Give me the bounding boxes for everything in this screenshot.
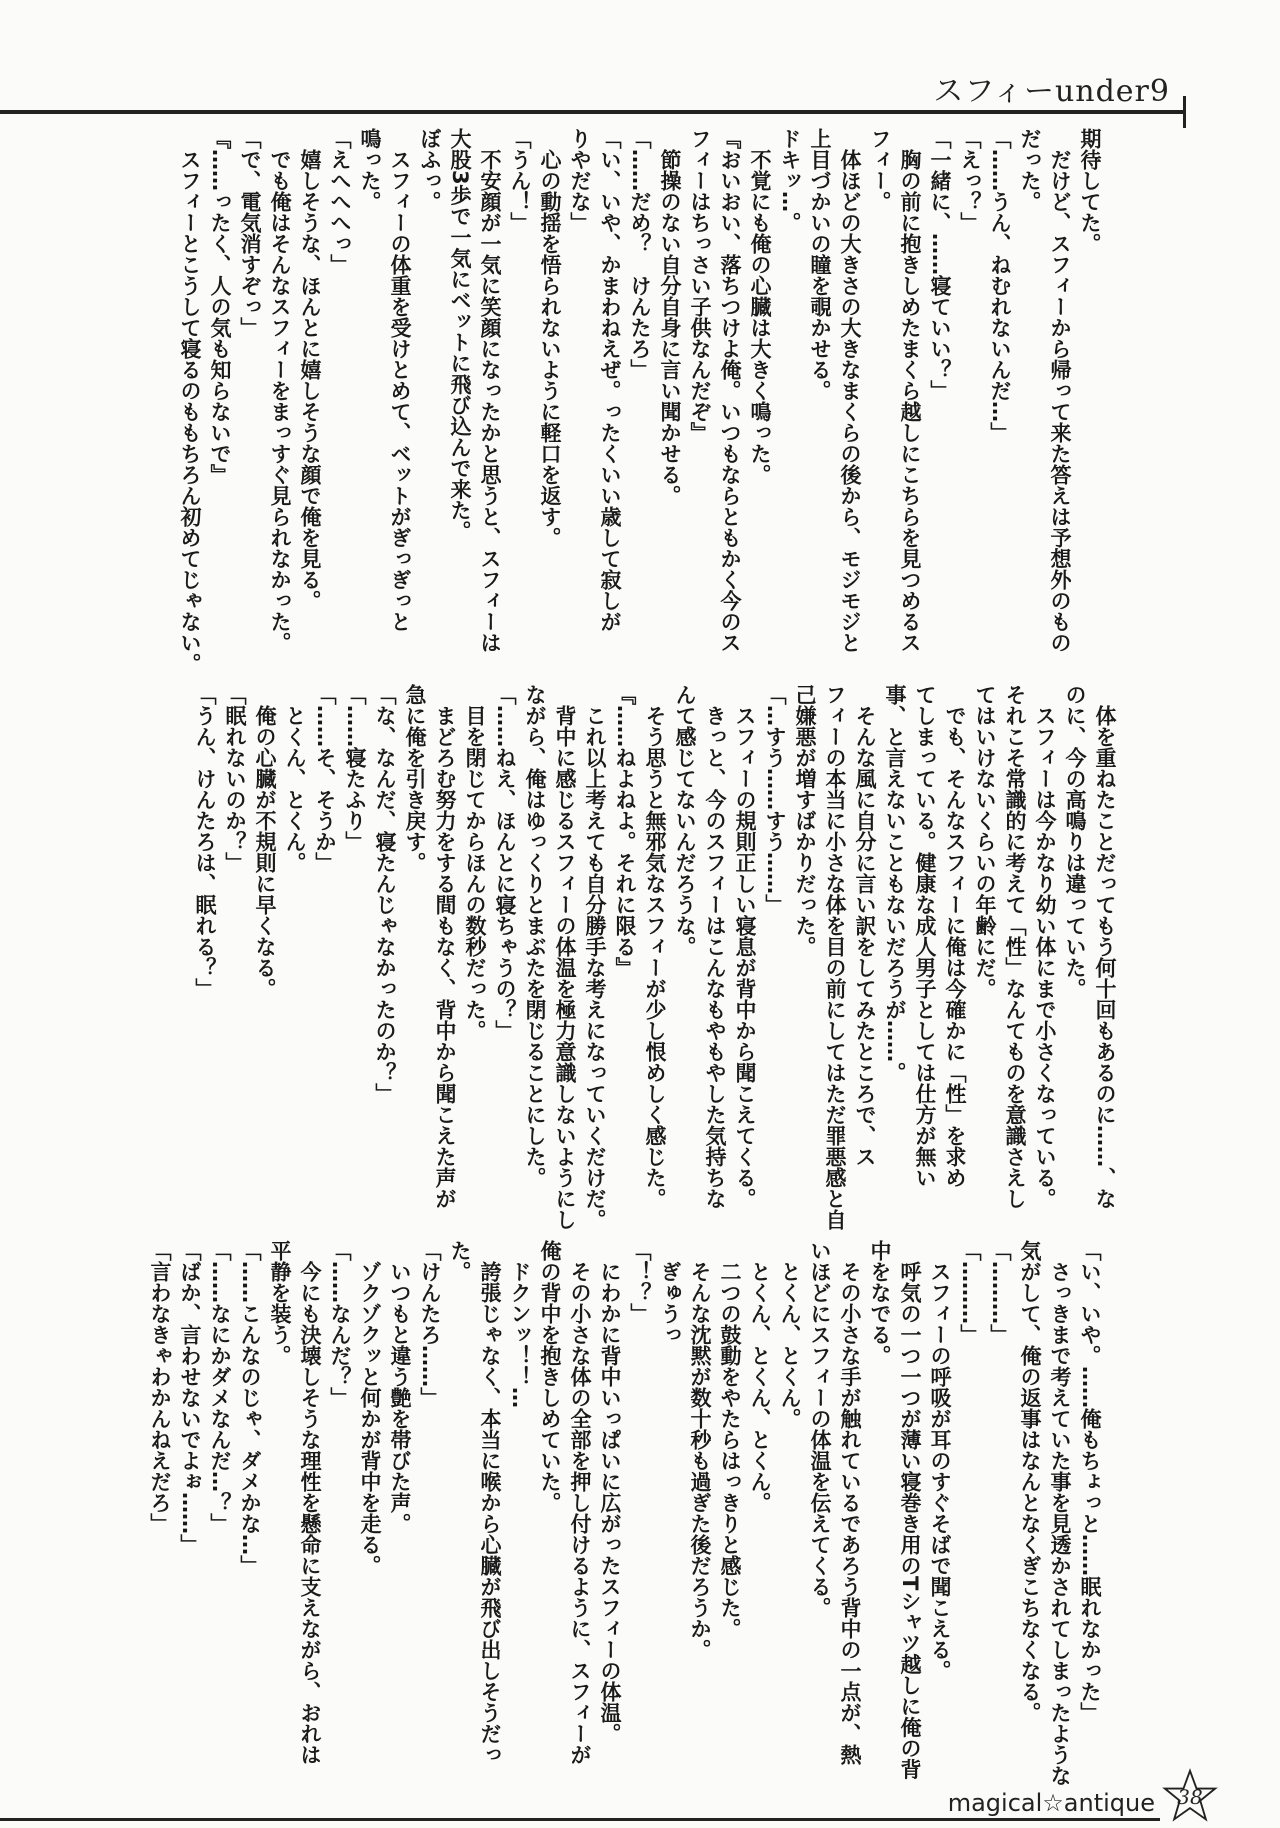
text-column: 不覚にも俺の心臓は大きく鳴った。 (748, 128, 772, 485)
text-block-2 (190, 684, 1120, 1230)
text-column: とくん、とくん、とくん。 (748, 1240, 772, 1513)
text-column: 上目づかいの瞳を覗かせる。 (808, 128, 832, 401)
text-column: 「……なんだ？」 (328, 1240, 352, 1408)
text-column: フィーはちっさい子供なんだぞ』 (688, 128, 712, 443)
text-column: 背中に感じるスフィーの体温を極力意識しないようにし (553, 684, 577, 1230)
text-column: スフィーとこうして寝るのももちろん初めてじゃない。 (178, 128, 202, 674)
text-column: 気がして、俺の返事はなんとなくぎこちなくなる。 (1018, 1240, 1042, 1723)
text-column: 『……ねよねよ。それに限る』 (613, 684, 637, 978)
text-column: さっきまで考えていた事を見透かされてしまったような (1048, 1240, 1072, 1786)
text-column: 「えっ？」 (958, 128, 982, 233)
text-column: でも俺はそんなスフィーをまっすぐ見られなかった。 (268, 128, 292, 653)
text-column: 平静を装う。 (268, 1240, 292, 1366)
text-column: 大股3歩で一気にベットに飛び込んで来た。 (448, 128, 472, 542)
text-column: 「な、なんだ、寝たんじゃなかったのか？」 (373, 684, 397, 1104)
text-column: ぎゅうっ (658, 1240, 682, 1345)
text-column: 俺の背中を抱きしめていた。 (538, 1240, 562, 1513)
header-rule (0, 110, 1185, 114)
text-column: 二つの鼓動をやたらはっきりと感じた。 (718, 1240, 742, 1639)
text-column: ドキッ…。 (778, 128, 802, 233)
text-column: 不安顔が一気に笑顔になったかと思うと、スフィーは (478, 128, 502, 653)
text-column: 「い、いや、かまわねえぜ。ったくいい歳して寂しが (598, 128, 622, 632)
text-column: 嬉しそうな、ほんとに嬉しそうな顔で俺を見る。 (298, 128, 322, 611)
text-column: 呼気の一つ一つが薄い寝巻き用のTシャツ越しに俺の背 (898, 1240, 922, 1780)
text-column: 今にも決壊しそうな理性を懸命に支えながら、おれは (298, 1240, 322, 1765)
text-column: 体を重ねたことだってもう何十回もあるのに……、な (1093, 684, 1117, 1209)
text-column: とくん、とくん。 (283, 684, 307, 873)
text-column: 節操のない自分自身に言い聞かせる。 (658, 128, 682, 506)
text-column: 期待してた。 (1078, 128, 1102, 254)
text-column: 『……ったく、人の気も知らないで』 (208, 128, 232, 485)
text-column: 俺の心臓が不規則に早くなる。 (253, 684, 277, 999)
footer-rule (0, 1818, 1160, 1821)
text-column: いつもと違う艶を帯びた声。 (388, 1240, 412, 1534)
text-column: 体ほどの大きさの大きなまくらの後から、モジモジと (838, 128, 862, 653)
text-block-3 (145, 1240, 1105, 1786)
text-column: スフィーの規則正しい寝息が背中から聞こえてくる。 (733, 684, 757, 1209)
text-column: ゾクゾクッと何かが背中を走る。 (358, 1240, 382, 1576)
text-column: そんな沈黙が数十秒も過ぎた後だろうか。 (688, 1240, 712, 1660)
text-column: だけど、スフィーから帰って来た答えは予想外のもの (1048, 128, 1072, 653)
text-column: 「……だめ？ けんたろ」 (628, 128, 652, 380)
text-column: これ以上考えても自分勝手な考えになっていくだけだ。 (583, 684, 607, 1230)
text-column: 「……寝たふり」 (343, 684, 367, 852)
text-column: その小さな体の全部を押し付けるように、スフィーが (568, 1240, 592, 1765)
text-column: りやだな」 (568, 128, 592, 233)
text-column: 「……なにかダメなんだ…？」 (208, 1240, 232, 1534)
text-column: 「……うん、ねむれないんだ…」 (988, 128, 1012, 443)
text-column: ドクンッ！！… (508, 1240, 532, 1408)
text-column: 「ばか、言わせないでよぉ……」 (178, 1240, 202, 1555)
text-column: スフィーは今かなり幼い体にまで小さくなっている。 (1033, 684, 1057, 1209)
text-column: スフィーの呼吸が耳のすぐそばで聞こえる。 (928, 1240, 952, 1681)
text-column: ぼふっ。 (418, 128, 442, 212)
text-column: 目を閉じてからほんの数秒だった。 (463, 684, 487, 1041)
text-column: そう思うと無邪気なスフィーが少し恨めしく感じた。 (643, 684, 667, 1209)
text-column: 「えへへへっ」 (328, 128, 352, 275)
text-column: 誇張じゃなく、本当に喉から心臓が飛び出しそうだっ (478, 1240, 502, 1765)
text-column: 己嫌悪が増すばかりだった。 (793, 684, 817, 957)
text-column: 「………」 (988, 1240, 1012, 1345)
text-column: スフィーの体重を受けとめて、ベットがぎっぎっと (388, 128, 412, 632)
text-column: それこそ常識的に考えて「性」なんてものを意識さえし (1003, 684, 1027, 1209)
text-column: てはいけないくらいの年齢にだ。 (973, 684, 997, 999)
text-column: その小さな手が触れているであろう背中の一点が、熱 (838, 1240, 862, 1765)
text-column: 急に俺を引き戻す。 (403, 684, 427, 873)
text-column: 「…すう……すう……」 (763, 684, 787, 915)
running-header-title: スフィーunder9 (933, 74, 1170, 109)
page-number: 38 (1177, 1785, 1203, 1809)
text-column: 『おいおい、落ちつけよ俺。いつもならともかく今のス (718, 128, 742, 653)
footer-brand: magical☆antique (947, 1789, 1155, 1817)
text-column: 「で、電気消すぞっ」 (238, 128, 262, 338)
text-column: でも、そんなスフィーに俺は今確かに「性」を求め (943, 684, 967, 1188)
text-column: にわかに背中いっぱいに広がったスフィーの体温。 (598, 1240, 622, 1744)
text-column: フィーの本当に小さな体を目の前にしてはただ罪悪感と自 (823, 684, 847, 1230)
text-column: とくん、とくん。 (778, 1240, 802, 1429)
text-column: 心の動揺を悟られないように軽口を返す。 (538, 128, 562, 548)
text-column: いほどにスフィーの体温を伝えてくる。 (808, 1240, 832, 1618)
text-column: 「うん！」 (508, 128, 532, 233)
text-column: 「！？」 (628, 1240, 652, 1324)
text-column: 中をなでる。 (868, 1240, 892, 1366)
text-column: 胸の前に抱きしめたまくら越しにこちらを見つめるス (898, 128, 922, 653)
text-column: 「うん、けんたろは、眠れる？」 (193, 684, 217, 999)
text-column: 「……そ、そうか」 (313, 684, 337, 873)
text-column: 鳴った。 (358, 128, 382, 212)
text-column: 「……ねえ、ほんとに寝ちゃうの？」 (493, 684, 517, 1041)
text-column: んて感じてないんだろうな。 (673, 684, 697, 957)
header-rule-tick (1183, 96, 1186, 128)
text-column: のに、今の高鳴りは違っていた。 (1063, 684, 1087, 999)
text-column: ながら、俺はゆっくりとまぶたを閉じることにした。 (523, 684, 547, 1188)
text-column: 「い、いや。……俺もちょっと……眠れなかった」 (1078, 1240, 1102, 1723)
text-column: まどろむ努力をする間もなく、背中から聞こえた声が (433, 684, 457, 1209)
text-column: そんな風に自分に言い訳をしてみたところで、ス (853, 684, 877, 1167)
text-column: フィー。 (868, 128, 892, 212)
text-column: 「一緒に、……寝ていい？」 (928, 128, 952, 401)
text-column: 「………」 (958, 1240, 982, 1345)
text-column: 「……こんなのじゃ、ダメかな…」 (238, 1240, 262, 1576)
text-column: だった。 (1018, 128, 1042, 212)
text-column: 「眠れないのか？」 (223, 684, 247, 873)
text-column: てしまっている。健康な成人男子としては仕方が無い (913, 684, 937, 1188)
text-column: 事、と言えないこともないだろうが……。 (883, 684, 907, 1083)
text-column: 「言わなきゃわかんねえだろ」 (148, 1240, 172, 1534)
text-column: きっと、今のスフィーはこんなもやもやした気持ちな (703, 684, 727, 1209)
text-block-1 (175, 128, 1105, 674)
text-column: た。 (448, 1240, 472, 1282)
text-column: 「けんたろ……」 (418, 1240, 442, 1408)
